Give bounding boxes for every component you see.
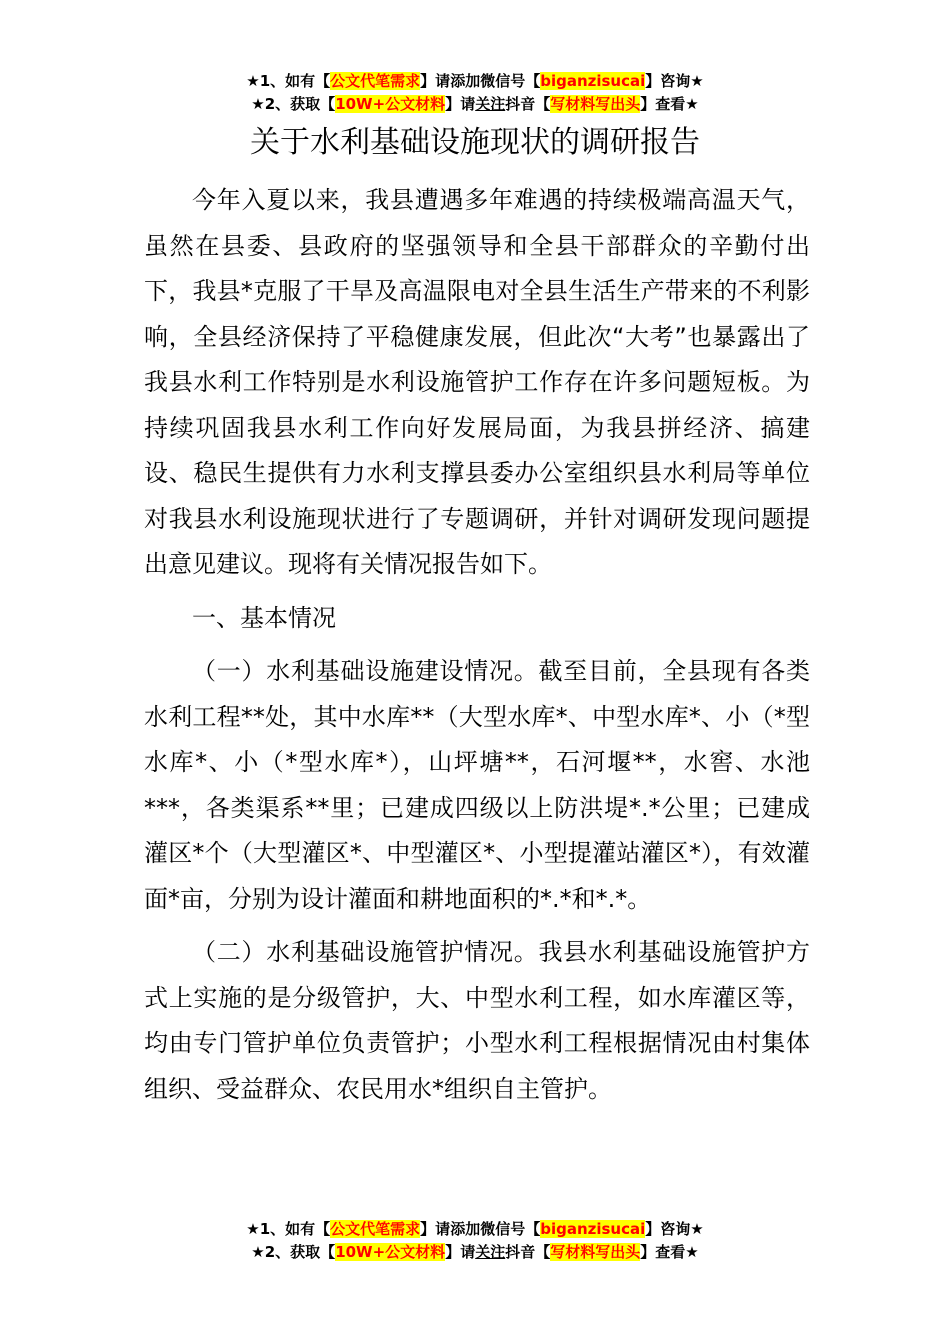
highlight-text: 10W+公文材料 — [335, 1243, 446, 1261]
promo-text: 】查看★ — [640, 1243, 699, 1261]
section-heading: 一、基本情况 — [192, 603, 336, 632]
promo-line-1 — [0, 1218, 950, 1241]
promo-text: 】请 — [445, 1243, 476, 1261]
promo-text: ★1、如有【 — [246, 1220, 331, 1238]
promo-text: 微信号【 — [480, 1220, 541, 1238]
body-paragraph: （一）水利基础设施建设情况。截至目前，全县现有各类水利工程**处，其中水库**（大型水库*、中型水库*、小（*型水库*、小（*型水库*），山坪塘**，石河堰**，水窖、水池***，各类渠系**里；已建成四级以上防洪堤*.*公里；已建成灌区*个（大型灌区*、中型灌区*、小型提灌站灌区*），有效灌面*亩，分别为设计灌面和耕地面积的*.*和*.*。 — [144, 657, 810, 913]
body-paragraph: （二）水利基础设施管护情况。我县水利基础设施管护方式上实施的是分级管护，大、中型水利工程，如水库灌区等，均由专门管护单位负责管护；小型水利工程根据情况由村集体组织、受益群众、农民用水*组织自主管护。 — [144, 938, 810, 1103]
promo-line-1 — [0, 70, 950, 93]
emphasis-text: 添加 — [450, 72, 481, 90]
douyin-id-highlight: 写材料写出头 — [550, 95, 641, 113]
promo-text: ★2、获取【 — [251, 95, 336, 113]
emphasis-text: 添加 — [450, 1220, 481, 1238]
promo-text: 微信号【 — [480, 72, 541, 90]
wechat-id-highlight: biganzisucai — [540, 72, 646, 90]
promo-text: ★1、如有【 — [246, 72, 331, 90]
promo-text: 抖音【 — [505, 95, 551, 113]
emphasis-text: 关注 — [475, 95, 506, 113]
douyin-id-highlight: 写材料写出头 — [550, 1243, 641, 1261]
document-body — [144, 178, 810, 1112]
highlight-text: 公文代笔需求 — [330, 72, 421, 90]
wechat-id-highlight: biganzisucai — [540, 1220, 646, 1238]
intro-paragraph: 今年入夏以来，我县遭遇多年难遇的持续极端高温天气，虽然在县委、县政府的坚强领导和全县干部群众的辛勤付出下，我县*克服了干旱及高温限电对全县生活生产带来的不利影响，全县经济保持了平稳健康发展，但此次“大考”也暴露出了我县水利工作特别是水利设施管护工作存在许多问题短板。为持续巩固我县水利工作向好发展局面，为我县拼经济、搞建设、稳民生提供有力水利支撑县委办公室组织县水利局等单位对我县水利设施现状进行了专题调研，并针对调研发现问题提出意见建议。现将有关情况报告如下。 — [144, 186, 810, 578]
promo-text: 】查看★ — [640, 95, 699, 113]
promo-line-2 — [0, 1241, 950, 1264]
promo-text: 】咨询★ — [645, 1220, 704, 1238]
promo-notice-footer — [0, 1218, 950, 1264]
highlight-text: 公文代笔需求 — [330, 1220, 421, 1238]
emphasis-text: 关注 — [475, 1243, 506, 1261]
promo-text: 】咨询★ — [645, 72, 704, 90]
highlight-text: 10W+公文材料 — [335, 95, 446, 113]
promo-notice-header — [0, 70, 950, 116]
promo-text: 】请 — [420, 72, 451, 90]
promo-text: ★2、获取【 — [251, 1243, 336, 1261]
promo-text: 】请 — [420, 1220, 451, 1238]
promo-text: 】请 — [445, 95, 476, 113]
promo-line-2 — [0, 93, 950, 116]
document-title: 关于水利基础设施现状的调研报告 — [250, 125, 700, 160]
promo-text: 抖音【 — [505, 1243, 551, 1261]
